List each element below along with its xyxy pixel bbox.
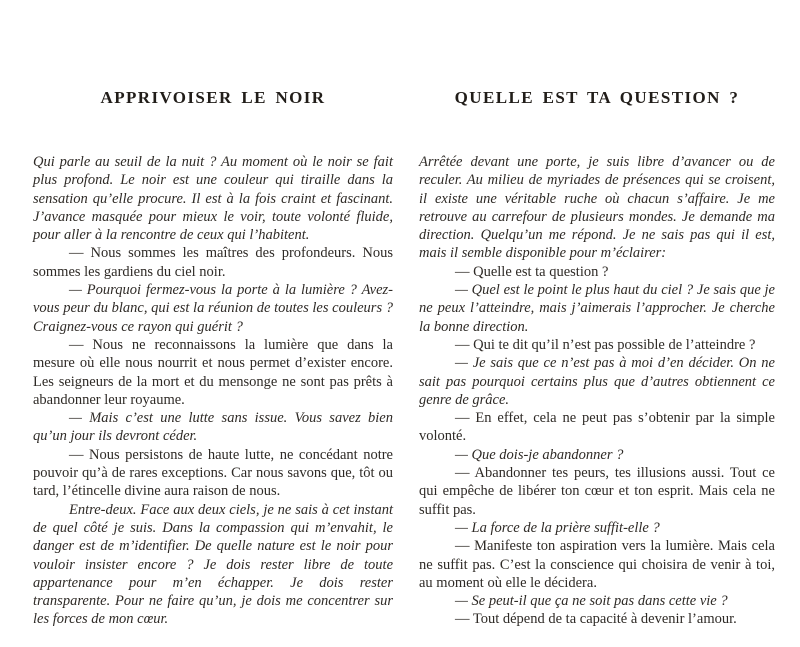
paragraph-dialogue: — Quel est le point le plus haut du ciel ? Je sais que je ne peux l’atteindre, mais j’aimerais l’approcher. Je cherche la bonne direction. xyxy=(419,282,775,335)
paragraph-dialogue: — Pourquoi fermez-vous la porte à la lumière ? Avez-vous peur du blanc, qui est la réunion de toutes les couleurs ? Craignez-vous ce rayon qui guérit ? xyxy=(33,282,393,335)
paragraph-dialogue: — Abandonner tes peurs, tes illusions aussi. Tout ce qui empêche de libérer ton cœur et ton esprit. Mais cela ne suffit pas. xyxy=(419,465,775,518)
paragraph-dialogue: — Que dois-je abandonner ? xyxy=(455,446,624,463)
paragraph-dialogue: — Nous ne reconnaissons la lumière que dans la mesure où elle nous nourrit et nous permet d’exister encore. Les seigneurs de la mort et du mensonge ne sont pas prêts à abandonner leur royaume. xyxy=(33,336,393,408)
paragraph-dialogue: — Se peut-il que ça ne soit pas dans cette vie ? xyxy=(455,593,728,610)
paragraph-dialogue: — Nous persistons de haute lutte, ne concédant notre pouvoir qu’à de rares exceptions. Car nous savons que, tôt ou tard, l’étincelle divine aura raison de nous. xyxy=(33,446,393,500)
paragraph-dialogue: — Quelle est ta question ? xyxy=(455,263,609,280)
paragraph-dialogue: — Qui te dit qu’il n’est pas possible de l’atteindre ? xyxy=(455,336,756,353)
paragraph-dialogue: — En effet, cela ne peut pas s’obtenir par la simple volonté. xyxy=(419,410,775,445)
paragraph-dialogue: — Je sais que ce n’est pas à moi d’en décider. On ne sait pas pourquoi certains plus que d’autres obtiennent ce genre de grâce. xyxy=(419,355,775,408)
paragraph-narration: Entre-deux. Face aux deux ciels, je ne sais à cet instant de quel côté je suis. Dans la compassion qui m’envahit, le danger est de m’identifier. De quelle nature est le noir pour vouloir insister encore ? Je dois rester libre de toute appartenance pour m’en échapper. Je dois rester transparente. Pour ne faire qu’un, je dois me concentrer sur les forces de mon cœur. xyxy=(33,501,393,628)
right-page xyxy=(419,0,775,647)
chapter-title-right: QUELLE EST TA QUESTION ? xyxy=(454,88,740,107)
paragraph-dialogue: — La force de la prière suffit-elle ? xyxy=(455,519,660,536)
paragraph-dialogue: — Manifeste ton aspiration vers la lumière. Mais cela ne suffit pas. C’est la conscience qui choisira de venir à toi, au moment où elle le décidera. xyxy=(419,538,775,591)
paragraph-dialogue: — Nous sommes les maîtres des profondeurs. Nous sommes les gardiens du ciel noir. xyxy=(33,245,393,280)
paragraph-dialogue: — Mais c’est une lutte sans issue. Vous savez bien qu’un jour ils devront céder. xyxy=(33,410,393,445)
left-page-body xyxy=(33,153,393,629)
chapter-title-left: APPRIVOISER LE NOIR xyxy=(100,88,326,107)
paragraph-narration: Qui parle au seuil de la nuit ? Au moment où le noir se fait plus profond. Le noir est une couleur qui tiraille dans la sensation qu’elle procure. Il est à la fois craint et fascinant. J’avance masquée pour mieux le voir, toute volonté fluide, pour aller à la rencontre de ceux qui l’habitent. xyxy=(33,154,393,244)
paragraph-dialogue: — Tout dépend de ta capacité à devenir l’amour. xyxy=(455,611,737,628)
right-page-body xyxy=(419,153,775,629)
left-page xyxy=(33,0,393,647)
paragraph-narration: Arrêtée devant une porte, je suis libre d’avancer ou de reculer. Au milieu de myriades de présences qui se croisent, il existe une véritable ruche où chacun s’affaire. Je me retrouve au carrefour de plusieurs mondes. Je demande ma direction. Quelqu’un me répond. Je ne sais pas qui il est, mais il semble disponible pour m’éclairer: xyxy=(419,154,775,262)
